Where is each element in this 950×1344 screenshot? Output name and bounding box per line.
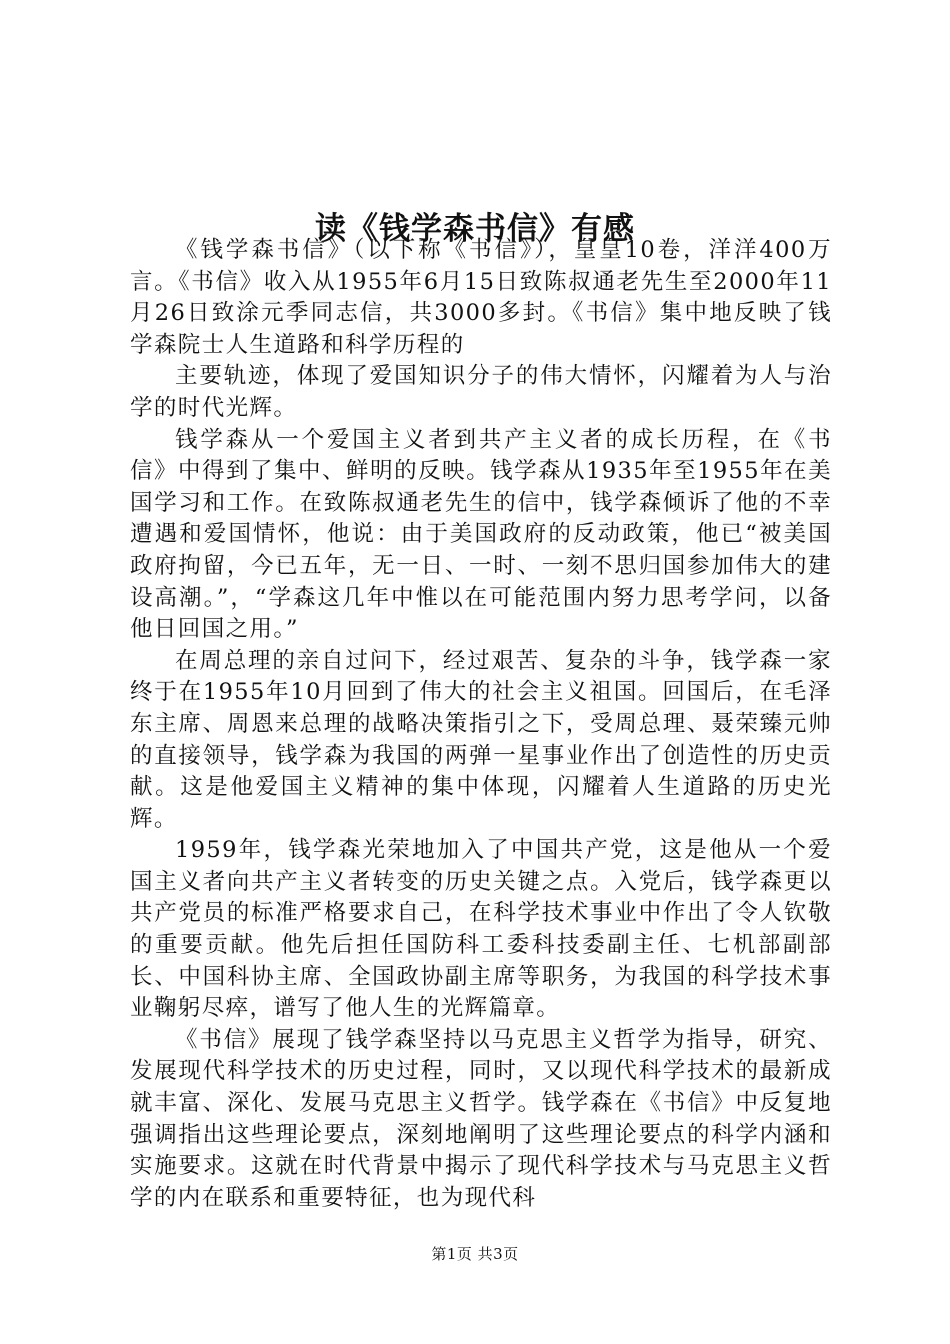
paragraph-3: 钱学森从一个爱国主义者到共产主义者的成长历程，在《书信》中得到了集中、鲜明的反映。钱学森从1935年至1955年在美国学习和工作。在致陈叔通老先生的信中，钱学森倾诉了他的不幸遭遇和爱国情怀，他说：由于美国政府的反动政策，他已“被美国政府拘留，今已五年，无一日、一时、一刻不思归国参加伟大的建设高潮。”，“学森这几年中惟以在可能范围内努力思考学问，以备他日回国之用。” — [130, 426, 832, 643]
document-body — [130, 235, 832, 1214]
paragraph-5: 1959年，钱学森光荣地加入了中国共产党，这是他从一个爱国主义者向共产主义者转变的历史关键之点。入党后，钱学森更以共产党员的标准严格要求自己，在科学技术事业中作出了令人钦敬的重要贡献。他先后担任国防科工委科技委副主任、七机部副部长、中国科协主席、全国政协副主席等职务，为我国的科学技术事业鞠躬尽瘁，谱写了他人生的光辉篇章。 — [130, 837, 832, 1022]
paragraph-6: 《书信》展现了钱学森坚持以马克思主义哲学为指导，研究、发展现代科学技术的历史过程，同时，又以现代科学技术的最新成就丰富、深化、发展马克思主义哲学。钱学森在《书信》中反复地强调指出这些理论要点，深刻地阐明了这些理论要点的科学内涵和实施要求。这就在时代背景中揭示了现代科学技术与马克思主义哲学的内在联系和重要特征，也为现代科 — [130, 1026, 832, 1211]
paragraph-4: 在周总理的亲自过问下，经过艰苦、复杂的斗争，钱学森一家终于在1955年10月回到了伟大的社会主义祖国。回国后，在毛泽东主席、周恩来总理的战略决策指引之下，受周总理、聂荣臻元帅的直接领导，钱学森为我国的两弹一星事业作出了创造性的历史贡献。这是他爱国主义精神的集中体现，闪耀着人生道路的历史光辉。 — [130, 647, 832, 832]
page-number-footer: 第1页 共3页 — [431, 1245, 519, 1263]
paragraph-1: 《钱学森书信》（以下称《书信》），皇皇10卷，洋洋400万言。《书信》收入从1955年6月15日致陈叔通老先生至2000年11月26日致涂元季同志信，共3000多封。《书信》集中地反映了钱学森院士人生道路和科学历程的 — [130, 237, 832, 358]
document-title: 读《钱学森书信》有感 — [315, 210, 635, 247]
paragraph-2: 主要轨迹，体现了爱国知识分子的伟大情怀，闪耀着为人与治学的时代光辉。 — [130, 363, 832, 421]
